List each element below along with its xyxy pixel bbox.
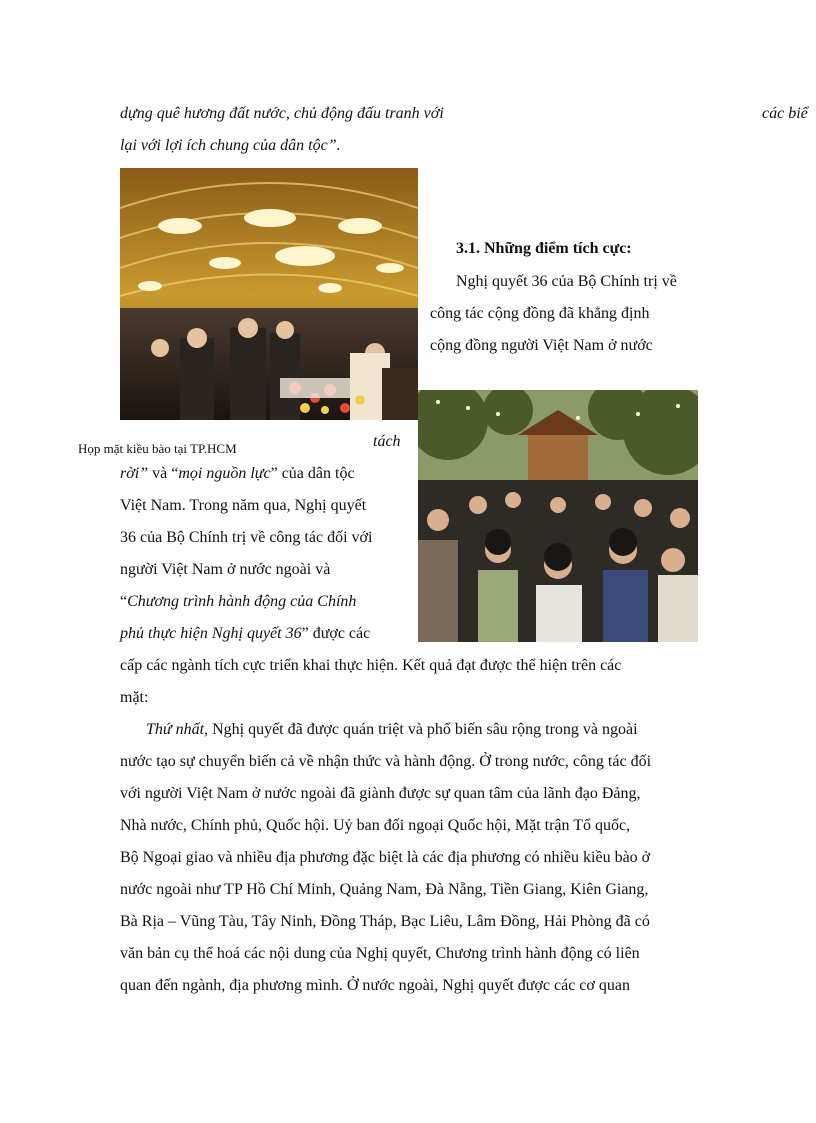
p2-line-2: với người Việt Nam ở nước ngoài đã giành được sự quan tâm của lãnh đạo Đảng, [120,785,641,802]
gathering-photo [418,390,698,642]
roi-b: và “ [152,465,179,482]
p2-line-3: Nhà nước, Chính phủ, Quốc hội. Uỷ ban đối ngoại Quốc hội, Mặt trận Tổ quốc, [120,817,631,834]
body-line-1: cấp các ngành tích cực triển khai thực hiện. Kết quả đạt được thể hiện trên các [120,657,622,674]
chuong-a: “ [120,593,128,610]
p2-lead: Thứ nhất [146,721,205,738]
left-line-roi [120,464,355,484]
p2-first-line [146,720,638,740]
section-line-3: cộng đồng người Việt Nam ở nước [430,337,653,354]
p2-line-7: văn bản cụ thể hoá các nội dung của Nghị quyết, Chương trình hành động có liên [120,945,640,962]
left-line-chuong [120,592,356,612]
top-line-2: lại với lợi ích chung của dân tộc”. [120,137,341,154]
p2-line-5: nước ngoài như TP Hồ Chí Minh, Quảng Nam, Đà Nẵng, Tiền Giang, Kiên Giang, [120,881,649,898]
left-line-3: người Việt Nam ở nước ngoài và [120,561,331,578]
left-line-2: 36 của Bộ Chính trị về công tác đối với [120,529,373,546]
phu-a: phủ thực hiện Nghị quyết 36 [120,625,302,642]
section-heading: 3.1. Những điểm tích cực: [456,240,632,257]
top-line-1-right: các biể [762,105,808,122]
left-line-1: Việt Nam. Trong năm qua, Nghị quyết [120,497,367,514]
section-line-2: công tác cộng đồng đã khẳng định [430,305,650,322]
photo-caption: Họp mặt kiều bào tại TP.HCM [78,441,237,456]
body-line-2: mặt: [120,689,149,706]
section-line-1: Nghị quyết 36 của Bộ Chính trị về [456,273,677,290]
roi-a: rời” [120,465,149,482]
chuong-b: Chương trình hành động của Chính [127,593,357,610]
left-line-phu [120,624,370,644]
top-line-1-left: dựng quê hương đất nước, chủ động đấu tranh với [120,105,444,122]
banquet-photo [120,168,418,420]
roi-c: mọi nguồn lực [178,465,271,482]
p2-line-4: Bộ Ngoại giao và nhiều địa phương đặc biệt là các địa phương có nhiều kiều bào ở [120,849,651,866]
top-line-1 [120,104,444,124]
p2-line-1: nước tạo sự chuyển biến cả về nhận thức và hành động. Ở trong nước, công tác đối [120,753,652,770]
frag-tach: tách [373,433,401,450]
p2-line-6: Bà Rịa – Vũng Tàu, Tây Ninh, Đồng Tháp, Bạc Liêu, Lâm Đồng, Hải Phòng đã có [120,913,650,930]
p2-line-8: quan đến ngành, địa phương mình. Ở nước ngoài, Nghị quyết được các cơ quan [120,977,630,994]
phu-b: ” được các [301,625,371,642]
roi-d: ” của dân tộc [270,465,355,482]
p2-first-rest: , Nghị quyết đã được quán triệt và phổ biến sâu rộng trong và ngoài [204,721,638,738]
